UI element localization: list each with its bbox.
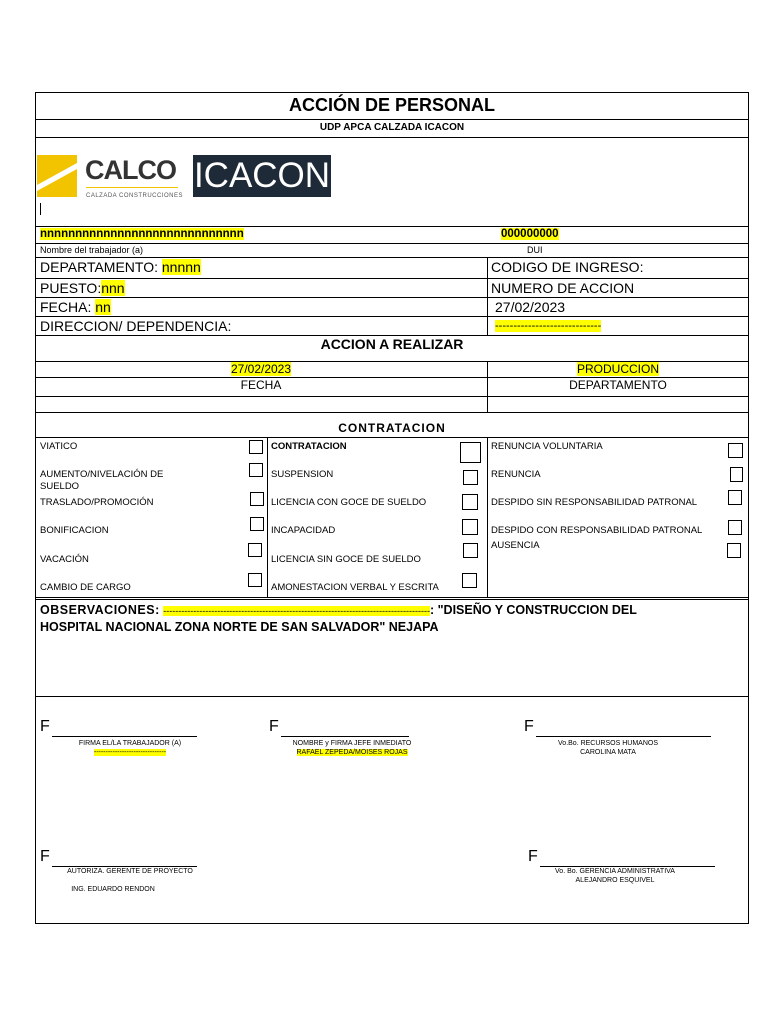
puesto-field[interactable]: PUESTO:nnn — [40, 280, 125, 296]
licencia-goce-checkbox[interactable] — [462, 494, 478, 510]
despido-sin-checkbox[interactable] — [728, 490, 742, 505]
direccion-field[interactable]: DIRECCION/ DEPENDENCIA: — [40, 318, 232, 334]
observaciones-label: OBSERVACIONES: — [40, 603, 160, 617]
divider — [35, 278, 749, 279]
divider — [35, 257, 749, 258]
signature-line-rrhh[interactable] — [536, 736, 711, 737]
option-label: DESPIDO SIN RESPONSABILIDAD PATRONAL — [491, 497, 698, 508]
divider — [35, 297, 749, 298]
signature-line-jefe[interactable] — [281, 736, 409, 737]
trabajador-name: ------------------------------- — [93, 749, 167, 756]
rrhh-label: Vo.Bo. RECURSOS HUMANOS — [558, 740, 658, 747]
bonificacion-checkbox[interactable] — [250, 517, 264, 531]
signature-f: F — [528, 848, 538, 865]
calco-logo-rule — [86, 187, 178, 188]
divider — [35, 243, 749, 244]
divider — [35, 599, 749, 600]
traslado-checkbox[interactable] — [250, 492, 264, 506]
option-label: TRASLADO/PROMOCIÓN — [40, 497, 154, 508]
divider — [35, 226, 749, 227]
option-label: LICENCIA SIN GOCE DE SUELDO — [271, 554, 421, 565]
aumento-checkbox[interactable] — [249, 463, 263, 477]
trabajador-label: FIRMA EL/LA TRABAJADOR (A) — [78, 740, 182, 747]
option-label: CONTRATACION — [271, 441, 347, 452]
calco-logo-subtitle: CALZADA CONSTRUCCIONES — [86, 193, 184, 199]
option-label: LICENCIA CON GOCE DE SUELDO — [271, 497, 427, 508]
option-label: SUSPENSION — [271, 469, 334, 480]
calco-logo-mark — [37, 155, 77, 197]
renuncia-voluntaria-checkbox[interactable] — [728, 443, 743, 458]
option-label: AMONESTACION VERBAL Y ESCRITA — [271, 582, 439, 593]
numero-accion-field[interactable]: NUMERO DE ACCION — [491, 280, 635, 296]
signature-f: F — [269, 718, 279, 735]
jefe-label: NOMBRE y FIRMA JEFE INMEDIATO — [292, 740, 412, 747]
text-cursor — [40, 203, 41, 215]
accion-fecha-value[interactable]: 27/02/2023 — [230, 362, 292, 376]
option-label: INCAPACIDAD — [271, 525, 336, 536]
cambio-cargo-checkbox[interactable] — [248, 573, 262, 587]
despido-con-checkbox[interactable] — [728, 520, 742, 535]
option-label: CAMBIO DE CARGO — [40, 582, 131, 593]
dui-value[interactable]: 000000000 — [501, 228, 559, 240]
divider — [35, 437, 749, 438]
page-subtitle: UDP APCA CALZADA ICACON — [319, 122, 465, 133]
divider — [35, 412, 749, 413]
option-label: AUMENTO/NIVELACIÓN DE SUELDO — [40, 469, 164, 492]
accion-departamento-label: DEPARTAMENTO — [569, 378, 667, 392]
admin-name: ALEJANDRO ESQUIVEL — [575, 877, 655, 884]
option-label: VACACIÓN — [40, 554, 89, 565]
rrhh-name: CAROLINA MATA — [580, 749, 636, 756]
observaciones-text-1: : "DISEÑO Y CONSTRUCCION DEL — [430, 603, 637, 617]
divider — [35, 696, 749, 697]
signature-f: F — [524, 718, 534, 735]
divider — [35, 316, 749, 317]
admin-label: Vo. Bo. GERENCIA ADMINISTRATIVA — [555, 868, 675, 875]
vacacion-checkbox[interactable] — [248, 543, 262, 557]
licencia-sin-goce-checkbox[interactable] — [463, 543, 478, 558]
signature-f: F — [40, 718, 50, 735]
icacon-logo-text: ICACON — [193, 156, 331, 195]
departamento-field[interactable]: DEPARTAMENTO: nnnnn — [40, 259, 201, 275]
divider — [487, 257, 488, 335]
divider — [267, 437, 268, 597]
option-label: BONIFICACION — [40, 525, 109, 536]
codigo-ingreso-field[interactable]: CODIGO DE INGRESO: — [491, 259, 644, 275]
page-title: ACCIÓN DE PERSONAL — [288, 95, 495, 115]
option-label: AUSENCIA — [491, 540, 540, 551]
accion-fecha-label: FECHA — [240, 378, 282, 392]
divider — [35, 396, 749, 397]
viatico-checkbox[interactable] — [249, 440, 263, 454]
calco-logo-text: CALCO — [85, 155, 176, 185]
gerente-label: AUTORIZA. GERENTE DE PROYECTO — [67, 868, 193, 875]
renuncia-checkbox[interactable] — [730, 467, 743, 482]
worker-name-label: Nombre del trabajador (a) — [40, 245, 144, 255]
accion-departamento-value[interactable]: PRODUCCION — [576, 362, 659, 376]
amonestacion-checkbox[interactable] — [462, 573, 477, 588]
contratacion-checkbox[interactable] — [460, 442, 481, 463]
direccion-value[interactable]: ----------------------------- — [495, 320, 602, 332]
ausencia-checkbox[interactable] — [727, 543, 741, 558]
contratacion-heading: CONTRATACION — [338, 421, 446, 435]
jefe-name: RAFAEL ZEPEDA/MOISES ROJAS — [296, 749, 408, 756]
incapacidad-checkbox[interactable] — [462, 519, 478, 535]
divider — [35, 597, 749, 598]
option-label: RENUNCIA VOLUNTARIA — [491, 441, 603, 452]
option-label: DESPIDO CON RESPONSABILIDAD PATRONAL — [491, 525, 703, 536]
signature-f: F — [40, 848, 50, 865]
observaciones-dashes: ----------------------------------------------------------------------------------------- — [163, 606, 430, 616]
signature-line-trabajador[interactable] — [52, 736, 197, 737]
divider — [35, 137, 749, 138]
dui-label: DUI — [527, 245, 543, 255]
suspension-checkbox[interactable] — [463, 470, 478, 485]
fecha-field[interactable]: FECHA: nn — [40, 299, 111, 315]
accion-heading: ACCION A REALIZAR — [320, 336, 464, 352]
divider — [35, 119, 749, 120]
observaciones-text-2: HOSPITAL NACIONAL ZONA NORTE DE SAN SALVADOR" NEJAPA — [40, 620, 439, 634]
observaciones-block[interactable] — [40, 602, 740, 635]
divider — [487, 437, 488, 597]
icacon-logo — [193, 155, 331, 197]
worker-name-value[interactable]: nnnnnnnnnnnnnnnnnnnnnnnnnnnnn — [40, 228, 244, 240]
gerente-name: ING. EDUARDO RENDON — [71, 886, 155, 893]
fecha-right-value[interactable]: 27/02/2023 — [495, 299, 566, 315]
option-label: RENUNCIA — [491, 469, 541, 480]
option-label: VIATICO — [40, 441, 78, 452]
